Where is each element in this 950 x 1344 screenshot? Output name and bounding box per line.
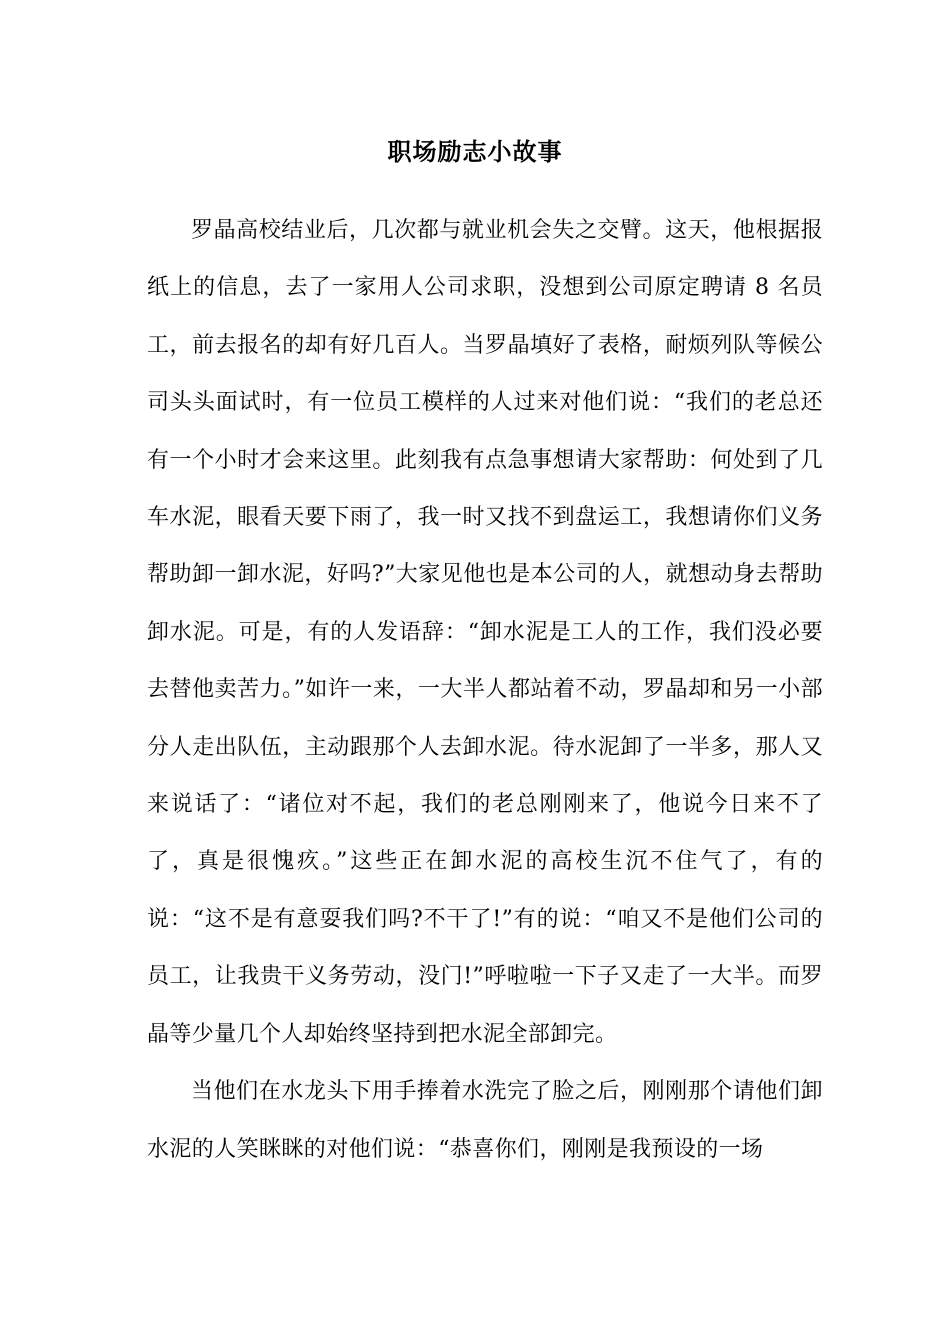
paragraph-1: 罗晶高校结业后，几次都与就业机会失之交臂。这天，他根据报纸上的信息，去了一家用人公司求职，没想到公司原定聘请 8 名员工，前去报名的却有好几百人。当罗晶填好了表格，耐烦列队等候公司头头面试时，有一位员工模样的人过来对他们说：“我们的老总还有一个小时才会来这里。此刻我有点急事想请大家帮助：何处到了几车水泥，眼看天要下雨了，我一时又找不到盘运工，我想请你们义务帮助卸一卸水泥，好吗?”大家见他也是本公司的人，就想动身去帮助卸水泥。可是，有的人发语辞：“卸水泥是工人的工作，我们没必要去替他卖苦力。”如许一来，一大半人都站着不动，罗晶却和另一小部分人走出队伍，主动跟那个人去卸水泥。待水泥卸了一半多，那人又来说话了：“诸位对不起，我们的老总刚刚来了，他说今日来不了了，真是很愧疚。”这些正在卸水泥的高校生沉不住气了，有的说：“这不是有意耍我们吗?不干了!”有的说：“咱又不是他们公司的员工，让我贵干义务劳动，没门!”呼啦啦一下子又走了一大半。而罗晶等少量几个人却始终坚持到把水泥全部卸完。 <box>147 218 823 1047</box>
paragraph-2: 当他们在水龙头下用手捧着水洗完了脸之后，刚刚那个请他们卸水泥的人笑眯眯的对他们说：“恭喜你们，刚刚是我预设的一场 <box>147 1079 823 1162</box>
document-title: 职场励志小故事 <box>387 137 563 166</box>
document-body <box>147 202 823 1178</box>
